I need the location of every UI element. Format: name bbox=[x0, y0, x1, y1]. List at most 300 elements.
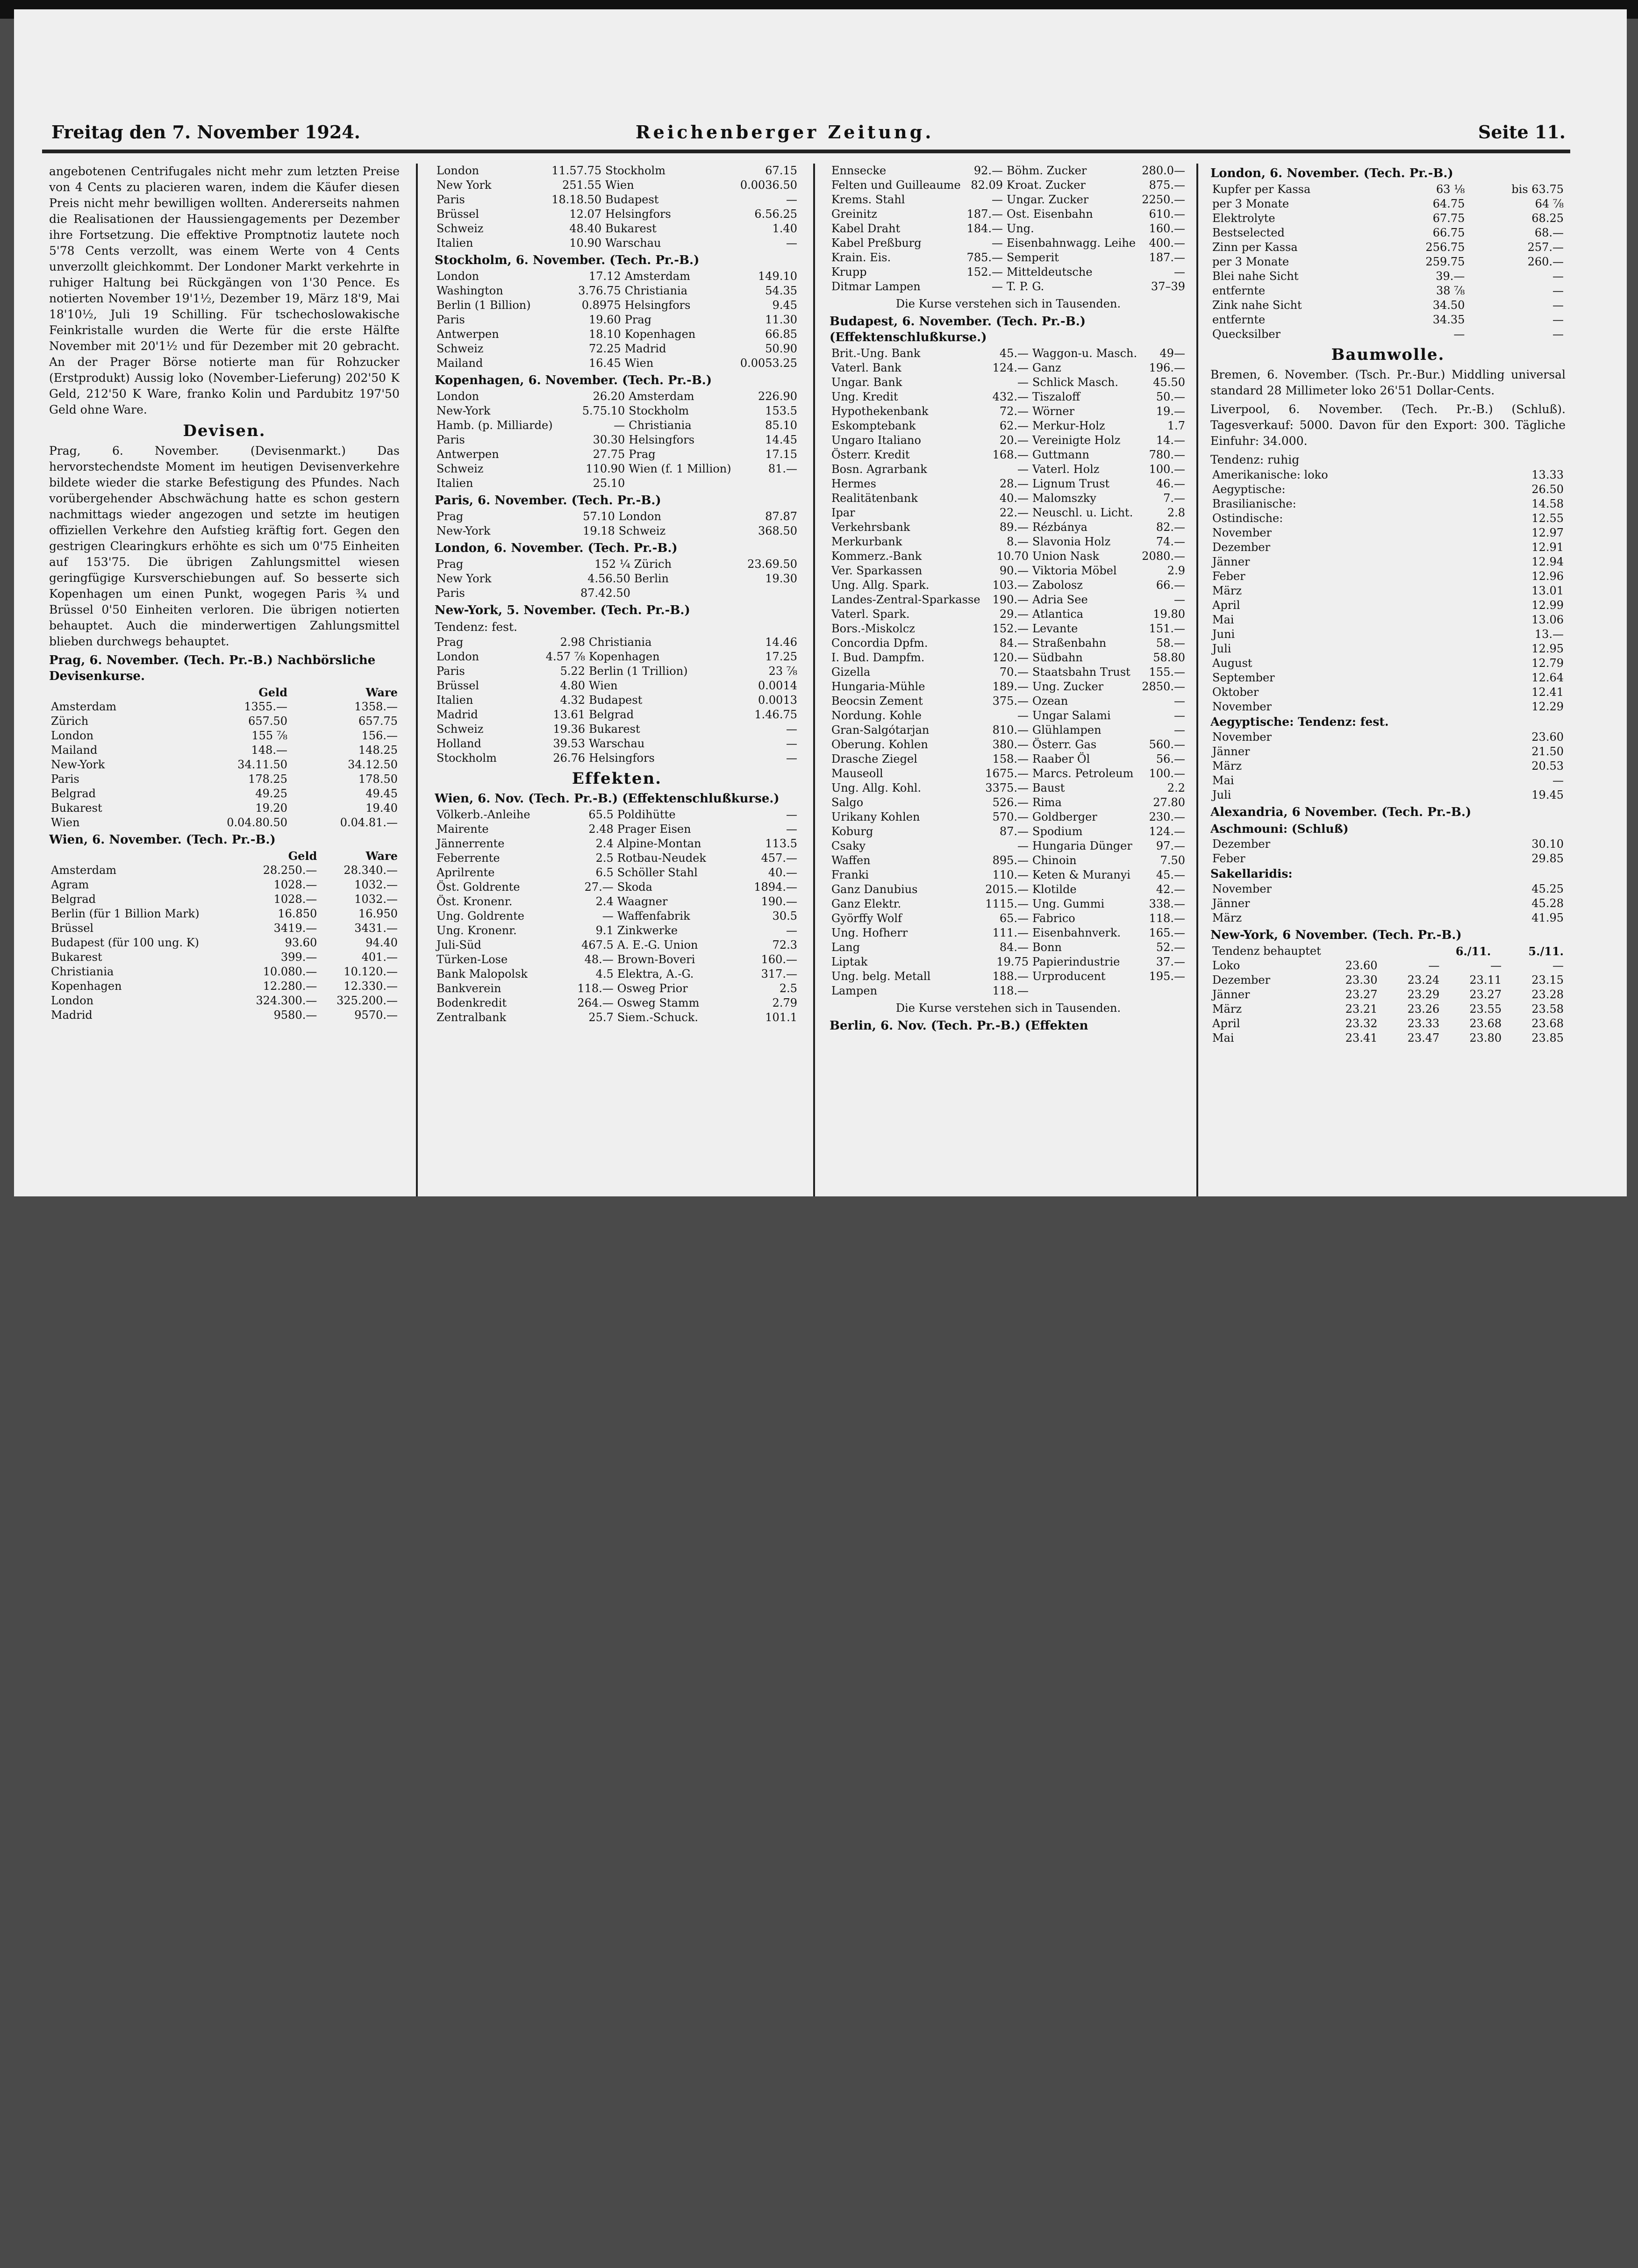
stockholm-table bbox=[435, 269, 799, 371]
table-cell: Südbahn bbox=[1032, 651, 1083, 664]
table-cell: 23.32 bbox=[1345, 1017, 1378, 1030]
table-cell: 23 ⅞ bbox=[768, 665, 797, 678]
table-cell: Realitätenbank bbox=[831, 492, 918, 505]
table-cell: Mai bbox=[1212, 1031, 1234, 1045]
table-row bbox=[49, 863, 400, 878]
table-cell: 23.68 bbox=[1469, 1017, 1502, 1030]
table-cell: 28.340.— bbox=[343, 864, 398, 877]
paris-table bbox=[435, 509, 799, 538]
table-cell: Marcs. Petroleum bbox=[1032, 767, 1134, 780]
table-cell: Dezember bbox=[1212, 541, 1271, 554]
table-cell: 230.— bbox=[1149, 810, 1185, 823]
table-cell: — bbox=[1490, 959, 1502, 972]
table-cell: 2850.— bbox=[1142, 680, 1185, 693]
table-cell: Amsterdam bbox=[51, 864, 117, 877]
table-row bbox=[435, 808, 799, 822]
ny-cotton-table bbox=[1210, 959, 1566, 1045]
table-cell: 87.— bbox=[999, 825, 1029, 838]
table-cell: 72.25 bbox=[588, 342, 621, 355]
table-row bbox=[1210, 298, 1566, 313]
table-row bbox=[830, 346, 1187, 361]
table-cell: Bodenkredit bbox=[436, 996, 507, 1009]
alexandria-subheading: Aschmouni: (Schluß) bbox=[1210, 822, 1349, 836]
table-row bbox=[435, 222, 799, 236]
table-cell: — bbox=[1017, 709, 1029, 722]
table-row bbox=[49, 878, 400, 892]
table-cell: 257.— bbox=[1527, 241, 1564, 254]
table-cell: Merkurbank bbox=[831, 535, 902, 548]
table-cell: 148.— bbox=[251, 744, 288, 757]
table-cell: Ungar. Bank bbox=[831, 376, 902, 389]
table-row bbox=[435, 880, 799, 894]
table-cell: Keten & Muranyi bbox=[1032, 868, 1130, 881]
table-cell: Malomszky bbox=[1032, 492, 1096, 505]
table-cell: per 3 Monate bbox=[1212, 255, 1289, 268]
alexandria-heading: Alexandria, 6 November. (Tech. Pr.-B.) bbox=[1210, 805, 1472, 819]
table-cell: 74.— bbox=[1156, 535, 1185, 548]
table-cell: Dezember bbox=[1212, 837, 1271, 851]
table-cell: Helsingfors bbox=[605, 207, 671, 221]
table-cell: 399.— bbox=[280, 951, 317, 964]
table-cell: 27.80 bbox=[1153, 796, 1185, 809]
table-cell: 1032.— bbox=[354, 878, 398, 891]
table-cell: 0.04.81.— bbox=[340, 816, 398, 829]
table-cell: 280.0— bbox=[1142, 164, 1185, 177]
table-row bbox=[435, 664, 799, 679]
table-row bbox=[1210, 269, 1566, 284]
table-cell: Csaky bbox=[831, 839, 866, 852]
table-cell: Juni bbox=[1212, 628, 1235, 641]
table-row bbox=[49, 907, 400, 921]
table-cell: 68.— bbox=[1534, 226, 1564, 239]
table-cell: Paris bbox=[436, 313, 465, 326]
table-cell: Ung. Gummi bbox=[1032, 897, 1105, 910]
table-cell: Berlin (1 Trillion) bbox=[589, 665, 688, 678]
table-cell: 21.50 bbox=[1531, 745, 1564, 758]
newyork-rows bbox=[435, 635, 799, 766]
table-cell: 14.— bbox=[1156, 434, 1185, 447]
table-row bbox=[830, 593, 1187, 607]
table-cell: 1028.— bbox=[273, 878, 317, 891]
table-cell: Christiania bbox=[624, 284, 688, 297]
table-row bbox=[830, 708, 1187, 723]
table-cell: 37–39 bbox=[1151, 280, 1185, 293]
table-row bbox=[435, 751, 799, 766]
table-cell: Belgrad bbox=[51, 893, 96, 906]
table-cell: 18.18.50 bbox=[551, 193, 602, 206]
table-row bbox=[830, 564, 1187, 578]
note-thousands: Die Kurse verstehen sich in Tausenden. bbox=[895, 1002, 1121, 1015]
table-cell: entfernte bbox=[1212, 313, 1266, 326]
table-cell: 23.85 bbox=[1531, 1031, 1564, 1045]
table-cell: 1.46.75 bbox=[754, 708, 797, 721]
table-row bbox=[49, 700, 400, 714]
table-row bbox=[830, 448, 1187, 462]
effekten-top-rows bbox=[830, 164, 1187, 294]
table-cell: Neuschl. u. Licht. bbox=[1032, 506, 1133, 519]
table-cell: 317.— bbox=[761, 967, 797, 980]
table-cell: 1028.— bbox=[273, 893, 317, 906]
table-cell: Ung. Allg. Spark. bbox=[831, 579, 930, 592]
table-cell: Vaterl. Holz bbox=[1032, 463, 1100, 476]
table-cell: Ung. Kronenr. bbox=[436, 924, 517, 937]
liverpool-rows bbox=[1210, 468, 1566, 714]
table-cell: Kopenhagen bbox=[51, 980, 122, 993]
table-cell: 13.61 bbox=[553, 708, 586, 721]
table-row bbox=[435, 996, 799, 1010]
table-cell: 118.— bbox=[577, 982, 614, 995]
table-row bbox=[435, 269, 799, 284]
alexandria-subheading: Sakellaridis: bbox=[1210, 867, 1293, 880]
table-cell: 0.0053.25 bbox=[740, 357, 797, 370]
table-cell: 30.30 bbox=[593, 433, 625, 446]
table-cell: 50.— bbox=[1156, 390, 1185, 403]
table-cell: 23.68 bbox=[1531, 1017, 1564, 1030]
liverpool-table bbox=[1210, 468, 1566, 714]
table-cell: Vaterl. Bank bbox=[831, 361, 901, 374]
table-cell: London bbox=[436, 650, 479, 663]
table-cell: 9.1 bbox=[595, 924, 614, 937]
table-cell: 26.50 bbox=[1531, 483, 1564, 496]
table-cell: Prag bbox=[436, 558, 464, 571]
table-cell: 1358.— bbox=[354, 700, 398, 713]
table-cell: 7.50 bbox=[1160, 854, 1185, 867]
table-cell: September bbox=[1212, 671, 1275, 684]
table-row bbox=[1210, 959, 1566, 973]
table-cell: Wien bbox=[624, 357, 654, 370]
table-cell: Skoda bbox=[617, 880, 652, 894]
wien-effekten-rows bbox=[435, 808, 799, 1025]
table-cell: 27.75 bbox=[593, 448, 625, 461]
table-cell: — bbox=[1017, 463, 1029, 476]
table-cell: Zinn per Kassa bbox=[1212, 241, 1298, 254]
kopenhagen-rows bbox=[435, 389, 799, 491]
table-cell: 93.60 bbox=[285, 936, 317, 949]
table-cell: Guttmann bbox=[1032, 448, 1089, 461]
table-cell: 324.300.— bbox=[256, 994, 317, 1007]
table-cell: 27.— bbox=[584, 880, 614, 894]
table-cell: Brüssel bbox=[436, 207, 479, 221]
table-row bbox=[435, 389, 799, 404]
table-cell: Schweiz bbox=[436, 342, 484, 355]
table-cell: Rotbau-Neudek bbox=[617, 851, 706, 865]
table-cell: 0.0036.50 bbox=[740, 179, 797, 192]
table-row bbox=[435, 342, 799, 356]
stockholm-rows bbox=[435, 269, 799, 371]
table-cell: Zabolosz bbox=[1032, 579, 1083, 592]
table-cell: 100.— bbox=[1149, 767, 1185, 780]
table-cell: 28.— bbox=[999, 477, 1029, 490]
table-cell: 14.58 bbox=[1531, 497, 1564, 510]
table-row bbox=[830, 810, 1187, 824]
table-cell: Warschau bbox=[605, 236, 661, 250]
table-cell: 103.— bbox=[992, 579, 1029, 592]
table-cell: 90.— bbox=[999, 564, 1029, 577]
table-row bbox=[830, 723, 1187, 737]
table-cell: Drasche Ziegel bbox=[831, 752, 917, 766]
table-cell: 48.40 bbox=[569, 222, 602, 235]
table-cell: Bestselected bbox=[1212, 226, 1285, 239]
table-row bbox=[1210, 642, 1566, 656]
table-cell: 40.— bbox=[999, 492, 1029, 505]
table-cell: Österr. Kredit bbox=[831, 448, 910, 461]
table-cell: Staatsbahn Trust bbox=[1032, 665, 1130, 679]
table-cell: 113.5 bbox=[765, 837, 797, 850]
table-cell: Ung. Goldrente bbox=[436, 909, 524, 923]
table-row bbox=[1210, 730, 1566, 744]
table-cell: 13.33 bbox=[1531, 468, 1564, 481]
table-row bbox=[1210, 540, 1566, 555]
table-cell: 338.— bbox=[1149, 897, 1185, 910]
table-cell: — bbox=[1552, 270, 1564, 283]
table-cell: 4.80 bbox=[560, 679, 586, 692]
table-cell: 155.— bbox=[1149, 665, 1185, 679]
table-cell: Ung. Zucker bbox=[1032, 680, 1104, 693]
table-cell: Feber bbox=[1212, 852, 1245, 865]
table-row bbox=[1210, 911, 1566, 925]
table-row bbox=[1210, 759, 1566, 773]
table-cell: 187.— bbox=[1149, 251, 1185, 264]
table-cell: Öst. Kronenr. bbox=[436, 895, 513, 908]
table-cell: Christiania bbox=[629, 419, 692, 432]
table-cell: Bors.-Miskolcz bbox=[831, 622, 915, 635]
table-cell: 1355.— bbox=[244, 700, 288, 713]
table-cell: 23.26 bbox=[1407, 1002, 1440, 1016]
table-row bbox=[1210, 987, 1566, 1002]
table-cell: — bbox=[786, 737, 797, 750]
table-cell: 8.— bbox=[1007, 535, 1029, 548]
table-row bbox=[435, 207, 799, 222]
bremen-text: Bremen, 6. November. (Tsch. Pr.-Bur.) Middling universal standard 28 Millimeter loko 26'51 Dollar-Cents. bbox=[1210, 368, 1566, 397]
table-cell: November bbox=[1212, 700, 1272, 713]
table-cell: Völkerb.-Anleihe bbox=[436, 808, 530, 821]
table-cell: Budapest bbox=[589, 694, 643, 707]
table-cell: Mai bbox=[1212, 774, 1234, 787]
column-3 bbox=[830, 164, 1187, 1196]
budapest-heading: Budapest, 6. November. (Tech. Pr.-B.) (Effektenschlußkurse.) bbox=[830, 315, 1086, 344]
table-header-row bbox=[49, 685, 400, 700]
table-row bbox=[1210, 555, 1566, 569]
table-row bbox=[1210, 882, 1566, 896]
table-cell: März bbox=[1212, 759, 1242, 773]
table-cell: 16.850 bbox=[278, 907, 317, 920]
alexandria-rows-1 bbox=[1210, 837, 1566, 866]
table-cell: I. Bud. Dampfm. bbox=[831, 651, 925, 664]
table-cell: 72.— bbox=[999, 405, 1029, 418]
table-cell: 84.— bbox=[999, 637, 1029, 650]
table-row bbox=[830, 433, 1187, 448]
table-cell: März bbox=[1212, 1002, 1242, 1016]
budapest-table bbox=[830, 346, 1187, 998]
table-cell: 23.29 bbox=[1407, 988, 1440, 1001]
table-cell: 49— bbox=[1159, 347, 1185, 360]
table-cell: 10.70 bbox=[996, 550, 1029, 563]
table-cell: 19.45 bbox=[1531, 788, 1564, 801]
table-cell: Jänner bbox=[1212, 555, 1250, 568]
table-cell: — bbox=[786, 193, 797, 206]
table-cell: 72.3 bbox=[772, 938, 797, 952]
table-row bbox=[435, 418, 799, 433]
table-cell: Lampen bbox=[831, 984, 878, 997]
table-cell: Blei nahe Sicht bbox=[1212, 270, 1299, 283]
table-cell: 3431.— bbox=[354, 922, 398, 935]
table-cell: 0.0014 bbox=[758, 679, 797, 692]
table-row bbox=[49, 729, 400, 743]
table-cell: November bbox=[1212, 526, 1272, 539]
table-cell: Bankverein bbox=[436, 982, 501, 995]
table-cell: 12.97 bbox=[1531, 526, 1564, 539]
table-cell: 29.85 bbox=[1531, 852, 1564, 865]
table-row bbox=[435, 1010, 799, 1025]
table-cell: Zentralbank bbox=[436, 1011, 507, 1024]
table-row bbox=[830, 390, 1187, 404]
table-cell: 152.— bbox=[966, 265, 1003, 279]
table-row bbox=[1210, 284, 1566, 298]
table-cell: Urproducent bbox=[1032, 970, 1106, 983]
table-row bbox=[830, 955, 1187, 969]
table-cell: Jänner bbox=[1212, 745, 1250, 758]
table-cell: 23.21 bbox=[1345, 1002, 1378, 1016]
table-cell: 22.— bbox=[999, 506, 1029, 519]
table-cell: — bbox=[992, 193, 1003, 206]
table-cell: London bbox=[51, 729, 94, 742]
table-cell: Salgo bbox=[831, 796, 864, 809]
table-cell: Elektra, A.-G. bbox=[617, 967, 694, 980]
table-row bbox=[830, 207, 1187, 222]
table-cell: 63 ⅛ bbox=[1436, 183, 1465, 196]
table-header-row bbox=[1210, 944, 1566, 959]
table-cell: Baust bbox=[1032, 781, 1065, 794]
paris-rows bbox=[435, 509, 799, 538]
table-cell: Krain. Eis. bbox=[831, 251, 891, 264]
table-cell: Goldberger bbox=[1032, 810, 1097, 823]
table-cell: — bbox=[1552, 313, 1564, 326]
table-cell: bis 63.75 bbox=[1511, 183, 1564, 196]
table-cell: 5.22 bbox=[560, 665, 586, 678]
wien-devisen-heading: Wien, 6. November. (Tech. Pr.-B.) bbox=[49, 833, 276, 847]
table-cell: Prag bbox=[629, 448, 656, 461]
table-row bbox=[435, 404, 799, 418]
table-cell: Verkehrsbank bbox=[831, 521, 910, 534]
table-cell: Ganz Danubius bbox=[831, 883, 918, 896]
table-row bbox=[830, 462, 1187, 477]
table-cell: 457.— bbox=[761, 851, 797, 865]
table-cell: London bbox=[436, 390, 479, 403]
table-row bbox=[435, 822, 799, 837]
table-cell: 52.— bbox=[1156, 941, 1185, 954]
table-cell: 92.— bbox=[973, 164, 1003, 177]
wien-devisen-table bbox=[49, 849, 400, 1023]
table-cell: 82.09 bbox=[971, 179, 1003, 192]
table-cell: Belgrad bbox=[589, 708, 634, 721]
table-row bbox=[49, 950, 400, 965]
table-cell: 81.— bbox=[768, 462, 797, 475]
baumwolle-heading: Baumwolle. bbox=[1331, 345, 1445, 364]
table-cell: Italien bbox=[436, 477, 473, 490]
table-cell: 2.9 bbox=[1167, 564, 1185, 577]
liverpool-tendenz: Tendenz: ruhig bbox=[1210, 453, 1300, 466]
table-cell: Poldihütte bbox=[617, 808, 676, 821]
table-cell: 18.10 bbox=[588, 328, 621, 341]
table-cell: 19.— bbox=[1156, 405, 1185, 418]
table-cell: 118.— bbox=[992, 984, 1029, 997]
table-cell: — bbox=[1552, 774, 1564, 787]
table-row bbox=[830, 361, 1187, 375]
table-cell: 12.99 bbox=[1531, 599, 1564, 612]
table-cell: — bbox=[1552, 284, 1564, 297]
table-row bbox=[435, 894, 799, 909]
table-cell: Chinoin bbox=[1032, 854, 1077, 867]
table-row bbox=[49, 892, 400, 907]
table-cell: 23.69.50 bbox=[747, 558, 797, 571]
table-cell: Prag bbox=[436, 510, 464, 523]
table-cell: 810.— bbox=[992, 723, 1029, 737]
table-row bbox=[435, 462, 799, 476]
table-row bbox=[49, 743, 400, 758]
table-cell: 23.47 bbox=[1407, 1031, 1440, 1045]
table-cell: — bbox=[1174, 723, 1185, 737]
table-cell: Böhm. Zucker bbox=[1007, 164, 1087, 177]
table-cell: 2.4 bbox=[595, 895, 614, 908]
table-row bbox=[830, 940, 1187, 955]
table-cell: — bbox=[1552, 959, 1564, 972]
table-cell: 45.50 bbox=[1153, 376, 1185, 389]
table-cell: 94.40 bbox=[365, 936, 398, 949]
aegypt-table bbox=[1210, 730, 1566, 802]
table-row bbox=[830, 868, 1187, 882]
table-cell: Paris bbox=[436, 193, 465, 206]
wien-effekten-table bbox=[435, 808, 799, 1025]
table-cell: 657.50 bbox=[248, 715, 288, 728]
table-cell: 3375.— bbox=[985, 781, 1029, 794]
table-cell: Türken-Lose bbox=[436, 953, 508, 966]
london-metals-heading: London, 6. November. (Tech. Pr.-B.) bbox=[1210, 166, 1453, 180]
table-row bbox=[1210, 497, 1566, 511]
table-cell: 20.— bbox=[999, 434, 1029, 447]
table-cell: 37.— bbox=[1156, 955, 1185, 968]
table-cell: New York bbox=[436, 179, 492, 192]
table-row bbox=[830, 781, 1187, 795]
table-row bbox=[830, 680, 1187, 694]
table-cell: Gran-Salgótarjan bbox=[831, 723, 930, 737]
table-row bbox=[1210, 1031, 1566, 1045]
table-row bbox=[435, 866, 799, 880]
table-cell: 1.40 bbox=[772, 222, 797, 235]
header-date: Freitag den 7. November 1924. bbox=[51, 122, 360, 143]
table-cell: Rima bbox=[1032, 796, 1062, 809]
table-cell: 25.10 bbox=[593, 477, 625, 490]
table-cell: 12.94 bbox=[1531, 555, 1564, 568]
table-cell: Warschau bbox=[589, 737, 645, 750]
table-row bbox=[1210, 313, 1566, 327]
table-cell: Paris bbox=[436, 587, 465, 600]
table-cell: Bank Malopolsk bbox=[436, 967, 528, 980]
table-cell: London bbox=[618, 510, 661, 523]
table-cell: März bbox=[1212, 911, 1242, 924]
table-cell: 3.76.75 bbox=[578, 284, 621, 297]
table-row bbox=[830, 279, 1187, 294]
table-cell: — bbox=[614, 419, 625, 432]
table-cell: Stockholm bbox=[629, 404, 689, 417]
table-cell: New-York bbox=[436, 524, 491, 537]
table-cell: 34.11.50 bbox=[237, 758, 288, 771]
table-cell: Waagner bbox=[617, 895, 668, 908]
table-row bbox=[830, 984, 1187, 998]
table-cell: 124.— bbox=[992, 361, 1029, 374]
table-cell: Bukarest bbox=[589, 723, 640, 736]
table-cell: Siem.-Schuck. bbox=[617, 1011, 699, 1024]
table-row bbox=[49, 801, 400, 816]
